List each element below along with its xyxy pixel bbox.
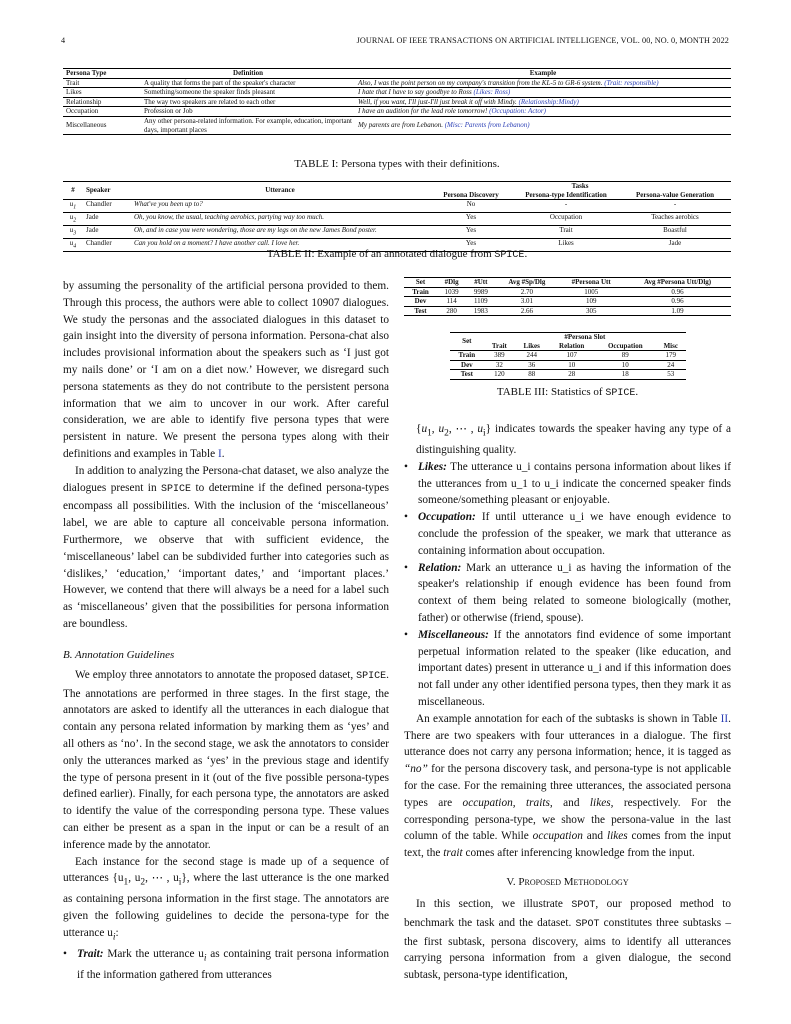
table-row: Test 280 1983 2.66 305 1.09 xyxy=(404,306,731,316)
t2-header-speaker: Speaker xyxy=(86,186,111,195)
t1-def: The way two speakers are related to each other xyxy=(144,97,276,106)
table-row xyxy=(63,226,731,239)
left-column xyxy=(63,278,389,984)
paragraph-1: by assuming the personality of the artificial persona provided to them. Through this process, the authors were able to collect 10907 dialogues. We study the personas and the associated dialogues in this dataset to gain insight into the diversity of persona information. Persona-chat also includes provisional information about the speakers such as ‘I just got my nails done’ or ‘I am on a diet now.’ However, we disregard such persona statements as they do not contribute to the persistent persona information that we aim to uncover in our work. After careful consideration, we are able to identify five persona types that were persistent in nature. We present the persona types along with their definitions and examples in Table I. xyxy=(63,280,389,460)
t2-pv: Boastful xyxy=(663,226,687,235)
table-row: Train 389 244 107 89 179 xyxy=(450,351,686,361)
t3b-header: Occupation xyxy=(607,341,643,350)
t1-type: Likes xyxy=(66,88,82,97)
table-1-caption: TABLE I: Persona types with their definitions. xyxy=(294,158,500,170)
t3a-header: Set xyxy=(415,278,426,286)
bullet-trait: • Trait: Mark the utterance $u_i$ as containing trait persona information if the information gathered from utterances xyxy=(63,946,389,984)
t1-type: Trait xyxy=(66,78,80,87)
t2-speaker: Chandler xyxy=(86,239,112,248)
t2-header-utt: Utterance xyxy=(265,186,295,195)
table-row: Dev 114 1109 3.01 109 0.96 xyxy=(404,297,731,307)
t2-pt: Likes xyxy=(558,239,574,248)
t3a-header: Avg #Persona Utt/Dlg) xyxy=(643,278,712,286)
table-row xyxy=(63,78,731,88)
right-column xyxy=(404,421,731,984)
t1-example: I have an audition for the lead role tomorrow! (Occupation: Actor) xyxy=(358,107,546,116)
t2-pt: - xyxy=(564,200,568,209)
t2-utterance: What've you been up to? xyxy=(134,200,203,209)
t1-def: Something/someone the speaker finds pleasant xyxy=(144,88,276,97)
t2-pt: Trait xyxy=(559,226,573,235)
t3a-header: Avg #Sp/Dlg xyxy=(508,278,546,286)
table-2-caption: TABLE II: Example of an annotated dialogue from SPICE. xyxy=(266,248,528,261)
bullet-likes: • Likes: The utterance u_i contains persona information about likes if the utterances from u_1 to u_i indicate the concerned speaker finds someone/something pleasant or enjoyable. xyxy=(404,459,731,509)
bullet-misc: • Miscellaneous: If the annotators find evidence of some important perpetual information related to the speaker (like education, and important dates) present in utterance u_i and if this information does not fall under any other identified persona types, then they mark it as miscellaneous. xyxy=(404,627,731,711)
page-number: 4 xyxy=(61,36,66,45)
t1-type: Miscellaneous xyxy=(66,121,107,130)
paragraph-6: In this section, we illustrate SPOT, our proposed method to benchmark the task and the dataset. SPOT constitutes three subtasks – the first subtask, persona discovery, aims to identify all utterances carrying persona information from a given dialogue, the second subtask, persona-type identification, xyxy=(404,897,731,982)
t3a-header: #Dlg xyxy=(444,278,459,286)
t2-header-tasks: Tasks xyxy=(571,182,589,190)
table-row xyxy=(63,97,731,107)
t1-example: Also, I was the point person on my company's transition from the KL-5 to GR-6 system. (Trait: responsible) xyxy=(358,78,659,87)
t2-speaker: Jade xyxy=(86,226,99,235)
table-row xyxy=(63,200,731,213)
paragraph-4: Each instance for the second stage is made up of a sequence of utterances {$u_1$, $u_2$, ⋯ , $u_i$}, where the last utterance is the one marked as containing persona information in the first stage. The annotators are given the following guidelines to decide the persona-type for the utterance $u_i$: xyxy=(63,855,390,943)
t2-utterance: Can you hold on a moment? I have another call. I love her. xyxy=(134,239,300,248)
t3a-header: #Persona Utt xyxy=(571,278,611,286)
t2-id: $u_1$ xyxy=(69,200,77,211)
t2-header-num: # xyxy=(71,186,75,195)
t3b-header-set: Set xyxy=(462,337,472,346)
t1-example: My parents are from Lebanon. (Misc: Parents from Lebanon) xyxy=(358,121,530,130)
table-row xyxy=(63,213,731,226)
t2-pv: - xyxy=(673,200,677,209)
t1-type: Relationship xyxy=(66,97,102,106)
t2-speaker: Jade xyxy=(86,213,99,222)
bullet-relation: • Relation: Mark an utterance u_i as having the information of the speaker's relationship if enough evidence has been found from context of them being related to someone biologically (mother, father) or otherwise (friend, spouse). xyxy=(404,560,731,627)
t1-def: A quality that forms the part of the speaker's character xyxy=(144,78,296,87)
table-1 xyxy=(63,68,731,135)
t2-id: $u_4$ xyxy=(69,239,77,250)
t2-speaker: Chandler xyxy=(86,200,112,209)
table-row: Test 120 88 28 18 53 xyxy=(450,370,686,380)
t1-example: I hate that I have to say goodbye to Ross (Likes: Ross) xyxy=(358,88,511,97)
t2-id: $u_3$ xyxy=(69,226,77,237)
t3b-header-group: #Persona Slot xyxy=(564,333,606,341)
t2-header-pd: Persona Discovery xyxy=(443,190,499,199)
table-2 xyxy=(63,181,731,252)
table-row: Dev 32 36 10 10 24 xyxy=(450,360,686,370)
table-3-caption: TABLE III: Statistics of SPICE. xyxy=(496,386,639,399)
t3b-header: Misc xyxy=(663,341,678,350)
t1-def: Any other persona-related information. For example, education, important days, important places xyxy=(144,116,352,134)
paragraph-3: We employ three annotators to annotate the proposed dataset, SPICE. The annotations are performed in three stages. In the first stage, the annotators are asked to identify all the utterances in each dialogue that contain any persona related information by marking them as ‘yes’ and all others as ‘no’. In the second stage, we ask the annotators to consider only the utterances marked as ‘yes’ in the previous stage and identify the type of persona present in it (out of the five possible persona-types defined earlier). Finally, for each persona type, the annotators are asked to identify the value of the corresponding persona type. These values can either be present as a span in the input or can be a result of an inference made by the annotator. xyxy=(63,668,389,851)
t1-header-type: Persona Type xyxy=(66,69,107,77)
t2-pv: Jade xyxy=(668,239,682,248)
t1-def: Profession or Job xyxy=(144,107,193,116)
section-heading-methodology: V. Proposed Methodology xyxy=(506,875,629,888)
t2-id: $u_2$ xyxy=(69,213,77,224)
t2-pd: Yes xyxy=(465,239,477,248)
t1-header-def: Definition xyxy=(233,69,263,77)
table-row xyxy=(63,116,731,134)
t2-pd: Yes xyxy=(465,213,477,222)
table-row: Train 1039 9989 2.70 1005 0.96 xyxy=(404,287,731,297)
t2-pv: Teaches aerobics xyxy=(651,213,699,222)
t1-example: Well, if you want, I'll just-I'll just break it off with Mindy. (Relationship:Mindy) xyxy=(358,97,579,106)
table-3b xyxy=(450,332,686,380)
t2-pd: No xyxy=(466,200,476,209)
section-heading-annotation: B. Annotation Guidelines xyxy=(63,648,175,661)
t3b-header: Trait xyxy=(491,341,507,350)
journal-header: JOURNAL OF IEEE TRANSACTIONS ON ARTIFICIAL INTELLIGENCE, VOL. 00, NO. 0, MONTH 2022 xyxy=(356,36,729,45)
trait-continuation: {$u_1$, $u_2$, ⋯ , $u_i$} indicates towards the speaker having any type of a distinguishing quality. xyxy=(416,423,731,457)
t3b-header: Likes xyxy=(523,341,540,350)
t2-utterance: Oh, and in case you were wondering, those are my legs on the new James Bond poster. xyxy=(134,226,377,235)
t1-type: Occupation xyxy=(66,107,99,116)
paragraph-2: In addition to analyzing the Persona-chat dataset, we also analyze the dialogues present in SPICE to determine if the defined persona-types encompass all possibilities. With the inclusion of the ‘miscellaneous’ label, we are able to capture all conceivable persona information. Furthermore, we observe that with sufficient evidence, the ‘miscellaneous’ label can be subdivided further into categories such as ‘dislikes,’ ‘education,’ ‘important dates,’ and ‘important places.’ However, we contend that there will always be a need for a label such as ‘miscellaneous’ given that the possibilities for persona information are boundless. xyxy=(63,464,389,630)
t3b-header: Relation xyxy=(559,341,585,350)
table-row xyxy=(63,88,731,98)
t2-header-pt: Persona-type Identification xyxy=(525,190,607,199)
t1-header-ex: Example xyxy=(529,69,557,77)
t3a-header: #Utt xyxy=(474,278,488,286)
bullet-occupation: • Occupation: If until utterance u_i we have enough evidence to conclude the profession of the speaker, we mark that utterance as containing information about occupation. xyxy=(404,509,731,559)
t2-utterance: Oh, you know, the usual, teaching aerobics, partying way too much. xyxy=(134,213,324,222)
paragraph-5: An example annotation for each of the subtasks is shown in Table II. There are two speakers with four utterances in a dialogue. The first utterance does not carry any persona information; hence, it is tagged as “no” for the persona discovery task, and persona-type is not applicable for the case. For the remaining three utterances, the associated persona types are occupation, traits, and likes, respectively. For the corresponding persona-type, we show the persona-value in the last column of the table. While occupation and likes comes from the input text, the trait comes after inferencing knowledge from the input. xyxy=(404,712,732,860)
table-row xyxy=(63,107,731,117)
t2-pt: Occupation xyxy=(549,213,583,222)
t2-pd: Yes xyxy=(465,226,477,235)
t2-header-pv: Persona-value Generation xyxy=(636,190,714,199)
table-3a xyxy=(404,277,731,316)
